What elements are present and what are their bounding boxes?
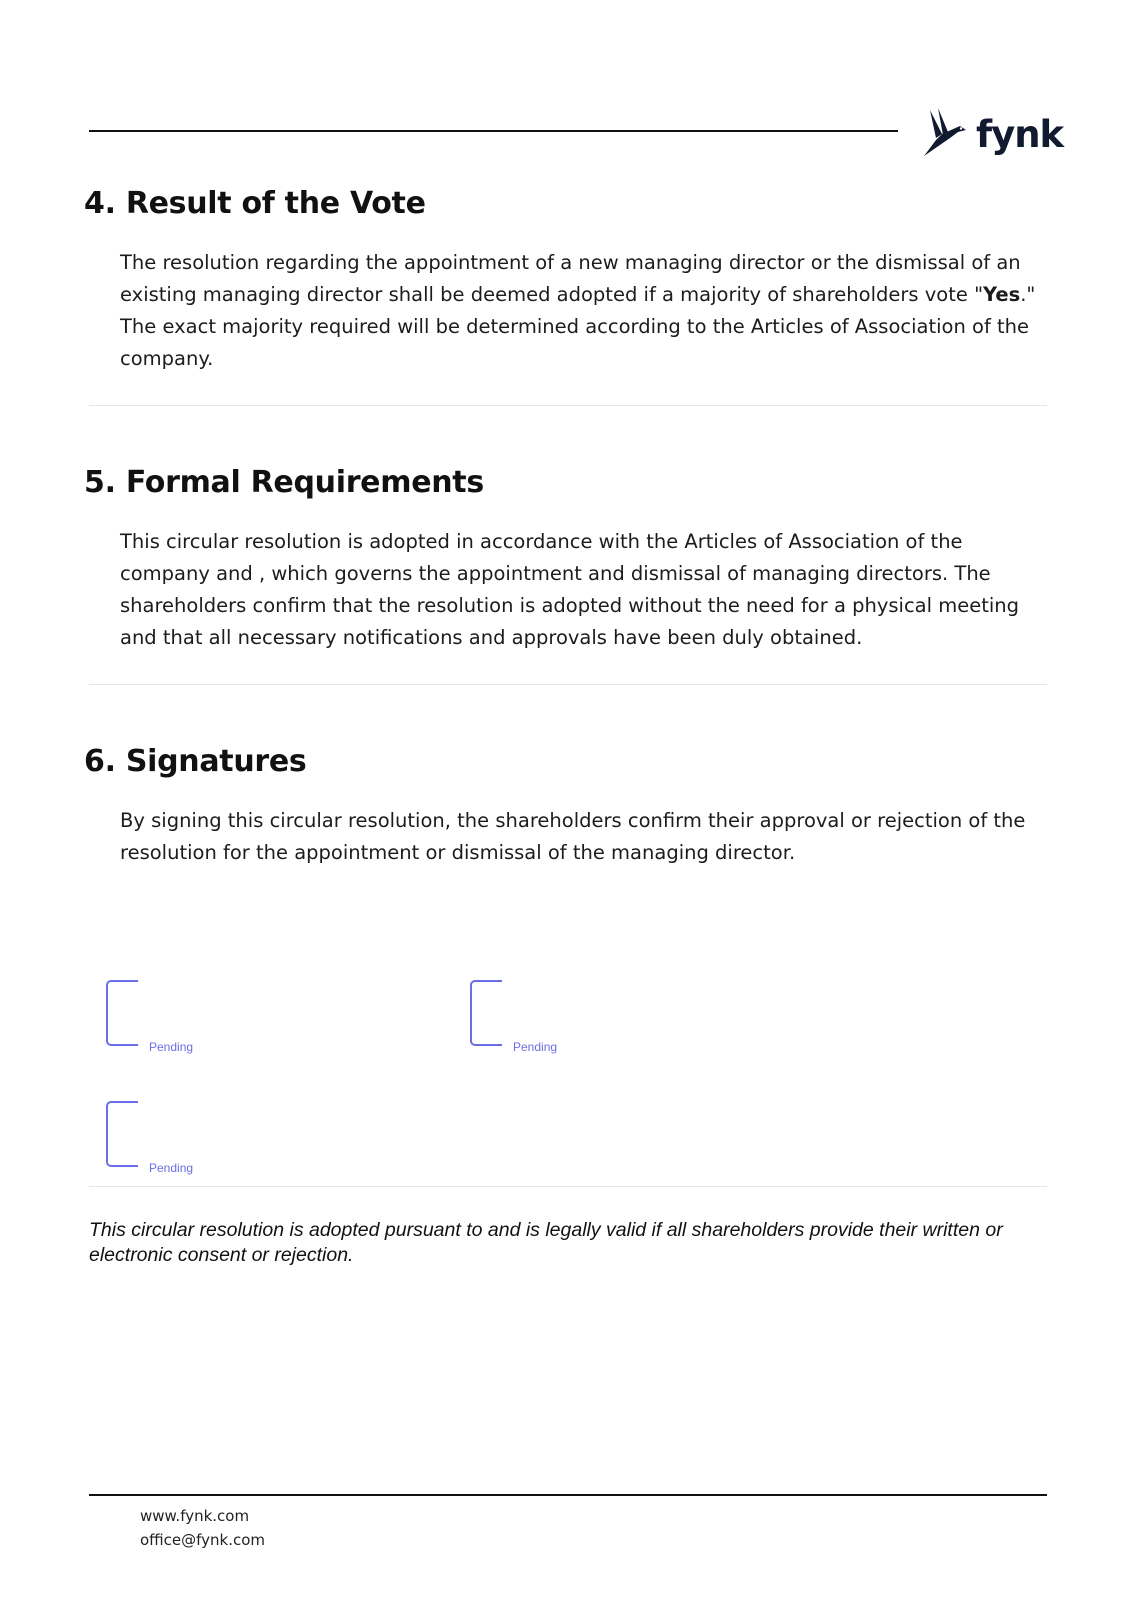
signature-field[interactable] xyxy=(106,1101,226,1175)
section-heading: 5. Formal Requirements xyxy=(84,465,484,500)
signature-status: Pending xyxy=(149,1161,194,1175)
section-body: The resolution regarding the appointment of a new managing director or the dismissal of an existing managing director shall be deemed adopted if a majority of shareholders vote "Yes." The exact majority required will be determined according to the Articles of Association of the company. xyxy=(120,251,1036,370)
brand-logo xyxy=(920,104,1063,160)
signature-field[interactable] xyxy=(470,980,590,1054)
yes-emphasis: Yes xyxy=(983,283,1021,306)
signature-bracket xyxy=(106,980,138,1046)
brand-name: fynk xyxy=(976,112,1064,156)
section-divider xyxy=(89,1186,1047,1187)
signature-bracket xyxy=(470,980,502,1046)
fynk-bird-icon xyxy=(920,104,972,160)
footer-website[interactable]: www.fynk.com xyxy=(140,1507,250,1525)
signature-bracket xyxy=(106,1101,138,1167)
footer-rule xyxy=(89,1494,1047,1496)
footer-email[interactable]: office@fynk.com xyxy=(140,1531,266,1549)
legal-footnote: This circular resolution is adopted pursuant to and is legally valid if all shareholders provide their written or electronic consent or rejection. xyxy=(89,1219,1003,1266)
signature-status: Pending xyxy=(149,1040,194,1054)
section-divider xyxy=(89,684,1047,685)
section-heading: 4. Result of the Vote xyxy=(84,186,426,221)
section-heading: 6. Signatures xyxy=(84,744,307,779)
section-signatures xyxy=(84,744,1049,869)
signature-field[interactable] xyxy=(106,980,226,1054)
section-divider xyxy=(89,405,1047,406)
section-body: By signing this circular resolution, the shareholders confirm their approval or rejection of the resolution for the appointment or dismissal of the managing director. xyxy=(120,809,1026,864)
section-body: This circular resolution is adopted in accordance with the Articles of Association of the company and , which governs the appointment and dismissal of managing directors. The shareholders confirm that the resolution is adopted without the need for a physical meeting and that all necessary notifications and approvals have been duly obtained. xyxy=(120,530,1020,649)
signature-status: Pending xyxy=(513,1040,558,1054)
section-formal-requirements xyxy=(84,465,1049,654)
footer xyxy=(140,1504,265,1552)
section-result-of-vote xyxy=(84,186,1049,375)
header-rule xyxy=(89,130,898,132)
